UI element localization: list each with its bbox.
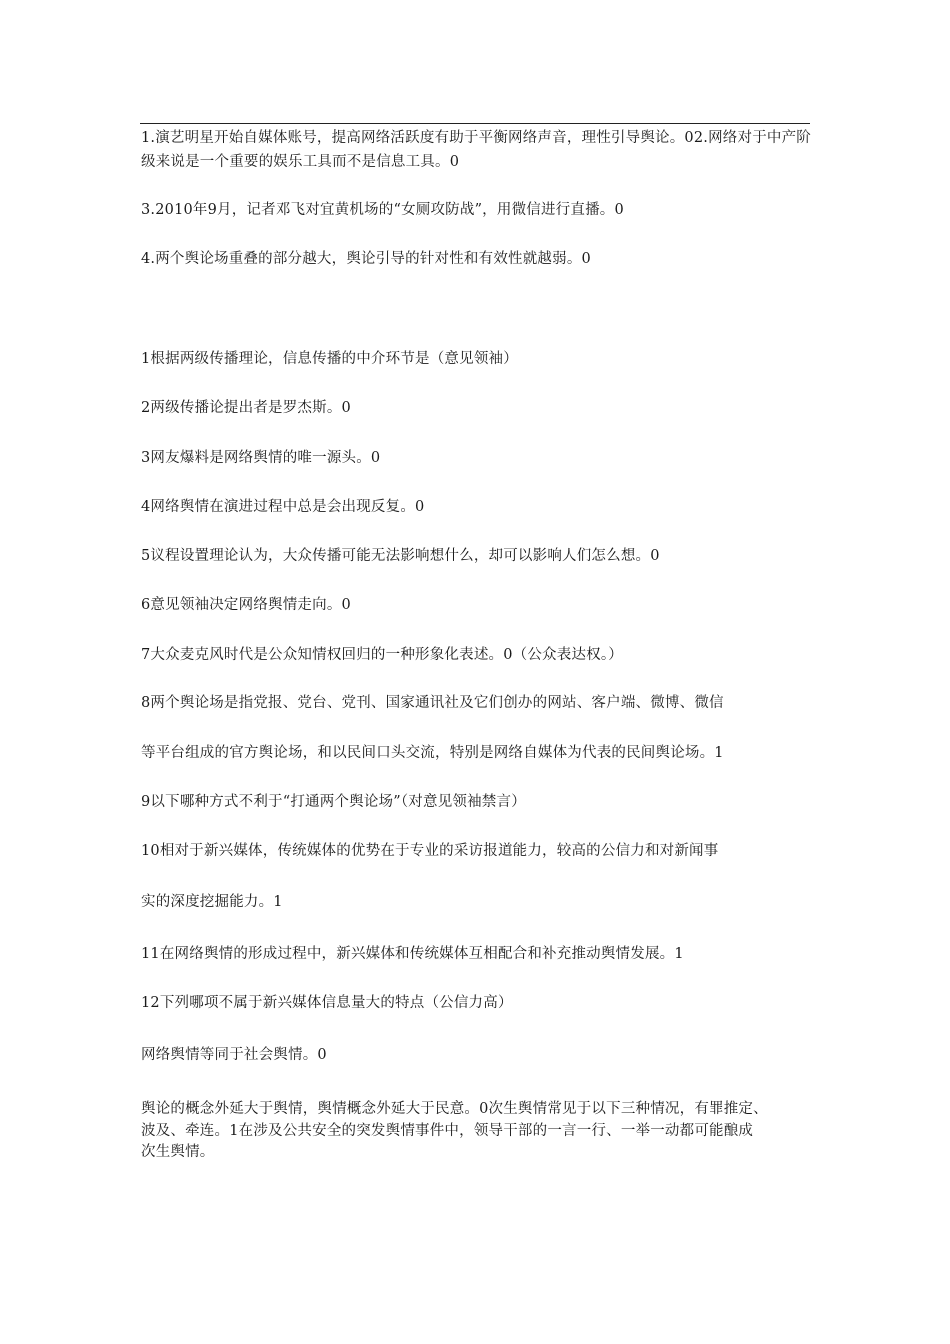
list-item: 12下列哪项不属于新兴媒体信息量大的特点（公信力高）: [141, 995, 513, 1011]
list-item: 4网络舆情在演进过程中总是会出现反复。0: [141, 499, 425, 515]
list-item: 实的深度挖掘能力。1: [141, 894, 283, 910]
closing-line-1: 舆论的概念外延大于舆情，舆情概念外延大于民意。0次生舆情常见于以下三种情况，有罪推定、: [141, 1101, 768, 1117]
list-item: 7大众麦克风时代是公众知情权回归的一种形象化表述。0（公众表达权。）: [141, 647, 623, 663]
list-item: 1根据两级传播理论，信息传播的中介环节是（意见领袖）: [141, 351, 518, 367]
closing-line-3: 次生舆情。: [141, 1144, 215, 1160]
top-rule: [140, 123, 810, 124]
list-item: 3网友爆料是网络舆情的唯一源头。0: [141, 450, 381, 466]
list-item: 11在网络舆情的形成过程中，新兴媒体和传统媒体互相配合和补充推动舆情发展。1: [141, 946, 684, 962]
list-item: 10相对于新兴媒体，传统媒体的优势在于专业的采访报道能力，较高的公信力和对新闻事: [141, 843, 719, 859]
list-item: 2两级传播论提出者是罗杰斯。0: [141, 400, 351, 416]
closing-line-2: 波及、牵连。1在涉及公共安全的突发舆情事件中，领导干部的一言一行、一举一动都可能酿成: [141, 1123, 754, 1139]
intro-paragraph-2: 3.2010年9月，记者邓飞对宜黄机场的“女厕攻防战”，用微信进行直播。0: [141, 202, 624, 218]
list-item: 6意见领袖决定网络舆情走向。0: [141, 597, 351, 613]
list-item: 5议程设置理论认为，大众传播可能无法影响想什么，却可以影响人们怎么想。0: [141, 548, 660, 564]
list-item: 9以下哪种方式不利于“打通两个舆论场”（对意见领袖禁言）: [141, 794, 526, 810]
list-item: 等平台组成的官方舆论场，和以民间口头交流，特别是网络自媒体为代表的民间舆论场。1: [141, 745, 724, 761]
intro-paragraph-1: 1.演艺明星开始自媒体账号，提高网络活跃度有助于平衡网络声音，理性引导舆论。02.网络对于中产阶级来说是一个重要的娱乐工具而不是信息工具。0: [141, 130, 811, 170]
list-item: 网络舆情等同于社会舆情。0: [141, 1047, 327, 1063]
intro-paragraph-3: 4.两个舆论场重叠的部分越大，舆论引导的针对性和有效性就越弱。0: [141, 251, 591, 267]
list-item: 8两个舆论场是指党报、党台、党刊、国家通讯社及它们创办的网站、客户端、微博、微信: [141, 695, 724, 711]
